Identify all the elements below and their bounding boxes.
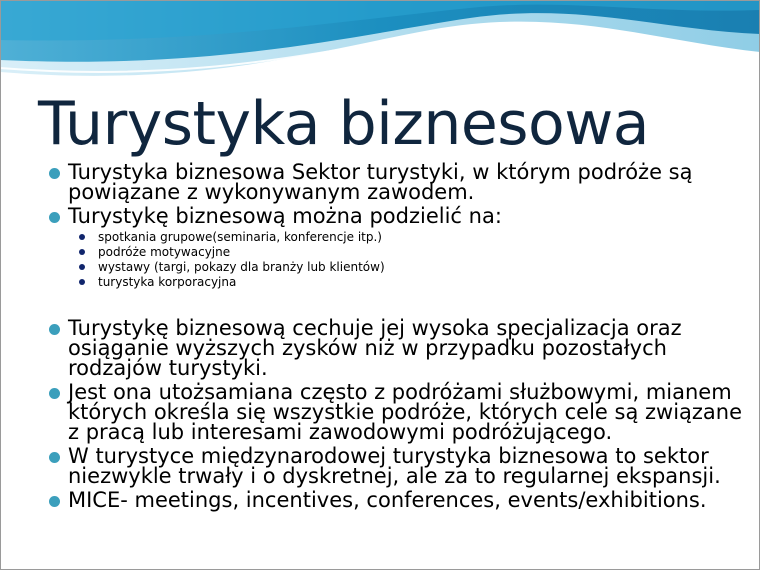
sub-bullet-dot-icon	[79, 279, 85, 285]
bullet-text: W turystyce międzynarodowej turystyka biznesowa to sektor niezwykle trwały i o dyskretnej, ale za to regularnej ekspansji.	[68, 444, 721, 488]
slide-title: Turystyka biznesowa	[38, 89, 650, 159]
sub-bullet-text: podróże motywacyjne	[98, 245, 231, 259]
sub-bullet-dot-icon	[79, 264, 85, 270]
sub-bullet-dot-icon	[79, 234, 85, 240]
sub-bullet-text: spotkania grupowe(seminaria, konferencje itp.)	[98, 230, 382, 244]
bullet-dot-icon	[49, 324, 60, 335]
bullet-dot-icon	[49, 496, 60, 507]
bullet-item	[48, 382, 748, 442]
sub-bullet-dot-icon	[79, 249, 85, 255]
header-wave-decoration	[0, 0, 760, 95]
sub-bullet-item	[68, 230, 748, 245]
sub-bullet-item	[68, 275, 748, 290]
bullet-item	[48, 318, 748, 378]
bullet-dot-icon	[49, 452, 60, 463]
sub-bullet-text: wystawy (targi, pokazy dla branży lub klientów)	[98, 260, 385, 274]
sub-bullet-item	[68, 260, 748, 275]
sub-bullet-item	[68, 245, 748, 260]
bullet-item	[48, 206, 748, 290]
bullet-text: Turystyka biznesowa Sektor turystyki, w którym podróże są powiązane z wykonywanym zawodem.	[68, 160, 693, 204]
bullet-item	[48, 490, 748, 510]
bullet-item	[48, 446, 748, 486]
bullet-item	[48, 162, 748, 202]
bullet-dot-icon	[49, 388, 60, 399]
sub-bullet-list	[68, 230, 748, 290]
bullet-text: MICE- meetings, incentives, conferences, events/exhibitions.	[68, 488, 707, 512]
bullet-text: Jest ona utożsamiana często z podróżami służbowymi, mianem których określa się wszystkie podróże, których cele są związane z pracą lub interesami zawodowymi podróżującego.	[68, 380, 743, 444]
sub-bullet-text: turystyka korporacyjna	[98, 275, 237, 289]
bullet-list	[48, 162, 748, 514]
bullet-text: Turystykę biznesową można podzielić na:	[68, 204, 502, 228]
bullet-dot-icon	[49, 212, 60, 223]
bullet-dot-icon	[49, 168, 60, 179]
bullet-text: Turystykę biznesową cechuje jej wysoka specjalizacja oraz osiąganie wyższych zysków niż w przypadku pozostałych rodzajów turystyki.	[68, 316, 682, 380]
